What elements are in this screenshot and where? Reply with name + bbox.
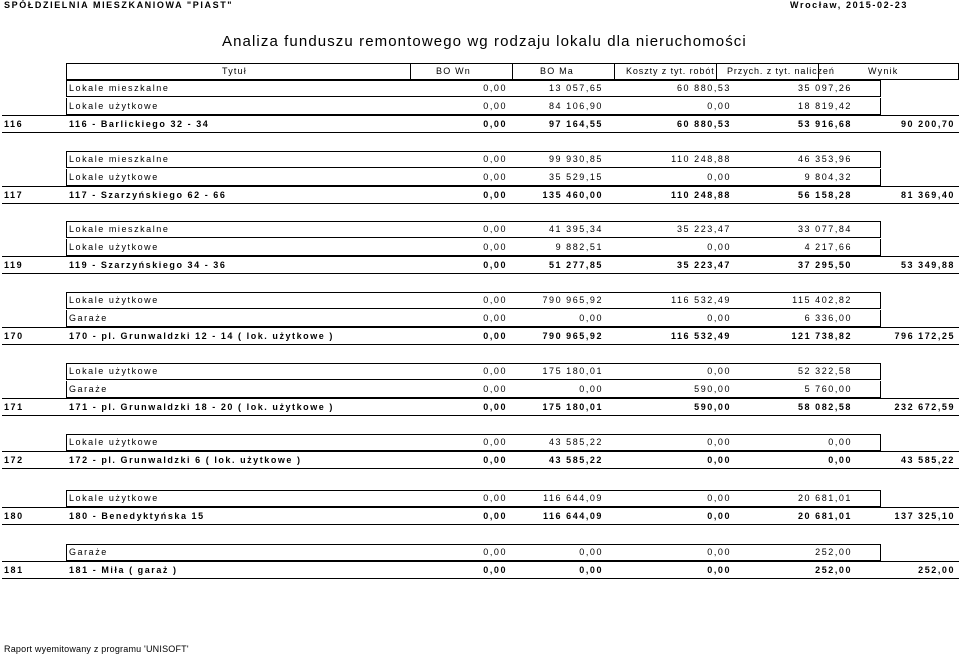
total-row-bottom-rule [2, 415, 959, 416]
total-bo-wn: 0,00 [483, 402, 507, 412]
detail-row-edge [880, 239, 881, 256]
report-title: Analiza funduszu remontowego wg rodzaju lokalu dla nieruchomości [222, 33, 747, 50]
property-code: 170 [4, 331, 24, 341]
detail-label: Lokale użytkowe [69, 242, 159, 252]
total-przych: 37 295,50 [798, 260, 852, 270]
detail-bo-wn: 0,00 [483, 242, 507, 252]
detail-label: Lokale mieszkalne [69, 83, 170, 93]
detail-bo-wn: 0,00 [483, 224, 507, 234]
detail-bo-wn: 0,00 [483, 493, 507, 503]
detail-label: Lokale użytkowe [69, 172, 159, 182]
detail-bo-ma: 0,00 [579, 313, 603, 323]
total-bo-ma: 175 180,01 [542, 402, 603, 412]
property-code: 116 [4, 119, 24, 129]
detail-koszty: 0,00 [707, 437, 731, 447]
detail-row-edge [880, 310, 881, 327]
detail-przych: 35 097,26 [798, 83, 852, 93]
total-bo-ma: 790 965,92 [542, 331, 603, 341]
header-divider-5 [716, 63, 717, 80]
detail-row-edge [880, 98, 881, 115]
total-bo-wn: 0,00 [483, 511, 507, 521]
total-bo-wn: 0,00 [483, 565, 507, 575]
detail-row-edge [66, 80, 67, 97]
property-name: 172 - pl. Grunwaldzki 6 ( lok. użytkowe ) [69, 455, 302, 465]
detail-row-edge [880, 490, 881, 507]
detail-row-edge [66, 292, 67, 309]
detail-row-edge [880, 221, 881, 238]
property-name: 117 - Szarzyńskiego 62 - 66 [69, 190, 227, 200]
total-row-bottom-rule [2, 344, 959, 345]
property-code: 171 [4, 402, 24, 412]
detail-row-edge [66, 239, 67, 256]
property-name: 116 - Barlickiego 32 - 34 [69, 119, 210, 129]
column-header-bo-ma: BO Ma [540, 66, 575, 76]
total-przych: 252,00 [815, 565, 852, 575]
detail-label: Garaże [69, 313, 108, 323]
property-code: 172 [4, 455, 24, 465]
detail-block-top-rule [66, 363, 880, 364]
detail-koszty: 0,00 [707, 493, 731, 503]
detail-block-top-rule [66, 544, 880, 545]
total-bo-ma: 51 277,85 [549, 260, 603, 270]
detail-block-top-rule [66, 292, 880, 293]
detail-bo-ma: 35 529,15 [549, 172, 603, 182]
detail-row-edge [880, 434, 881, 451]
property-name: 181 - Miła ( garaż ) [69, 565, 178, 575]
total-row-bottom-rule [2, 468, 959, 469]
total-wynik: 53 349,88 [901, 260, 955, 270]
detail-label: Lokale użytkowe [69, 295, 159, 305]
detail-row-edge [880, 363, 881, 380]
detail-block-top-rule [66, 80, 880, 81]
detail-block-top-rule [66, 151, 880, 152]
report-footer: Raport wyemitowany z programu 'UNISOFT' [4, 644, 189, 654]
detail-bo-wn: 0,00 [483, 295, 507, 305]
column-header-koszty: Koszty z tyt. robót [626, 66, 715, 76]
detail-przych: 252,00 [815, 547, 852, 557]
column-header-bo-wn: BO Wn [436, 66, 472, 76]
detail-row-edge [880, 381, 881, 398]
total-przych: 20 681,01 [798, 511, 852, 521]
detail-label: Lokale użytkowe [69, 101, 159, 111]
total-koszty: 35 223,47 [677, 260, 731, 270]
detail-bo-ma: 175 180,01 [542, 366, 603, 376]
detail-przych: 33 077,84 [798, 224, 852, 234]
detail-bo-wn: 0,00 [483, 437, 507, 447]
detail-przych: 18 819,42 [798, 101, 852, 111]
total-row-bottom-rule [2, 273, 959, 274]
detail-koszty: 0,00 [707, 101, 731, 111]
total-row-top-rule [2, 186, 959, 187]
detail-bo-wn: 0,00 [483, 83, 507, 93]
detail-row-edge [66, 434, 67, 451]
detail-row-edge [66, 151, 67, 168]
property-name: 180 - Benedyktyńska 15 [69, 511, 205, 521]
detail-przych: 9 804,32 [804, 172, 852, 182]
total-row-top-rule [2, 327, 959, 328]
total-row-bottom-rule [2, 578, 959, 579]
detail-koszty: 0,00 [707, 547, 731, 557]
total-bo-ma: 135 460,00 [542, 190, 603, 200]
detail-bo-ma: 0,00 [579, 384, 603, 394]
total-wynik: 232 672,59 [894, 402, 955, 412]
detail-przych: 46 353,96 [798, 154, 852, 164]
property-code: 117 [4, 190, 24, 200]
header-divider-7 [958, 63, 959, 80]
detail-row-edge [880, 80, 881, 97]
detail-koszty: 590,00 [694, 384, 731, 394]
detail-block-top-rule [66, 434, 880, 435]
detail-label: Lokale mieszkalne [69, 224, 170, 234]
column-header-tytul: Tytuł [222, 66, 248, 76]
total-bo-wn: 0,00 [483, 455, 507, 465]
total-wynik: 137 325,10 [894, 511, 955, 521]
total-koszty: 60 880,53 [677, 119, 731, 129]
detail-koszty: 0,00 [707, 172, 731, 182]
total-koszty: 590,00 [694, 402, 731, 412]
detail-bo-ma: 99 930,85 [549, 154, 603, 164]
detail-row-rule [66, 96, 880, 97]
property-code: 119 [4, 260, 24, 270]
detail-label: Lokale użytkowe [69, 437, 159, 447]
detail-bo-wn: 0,00 [483, 384, 507, 394]
total-row-top-rule [2, 451, 959, 452]
total-koszty: 0,00 [707, 455, 731, 465]
total-przych: 121 738,82 [791, 331, 852, 341]
detail-row-rule [66, 379, 880, 380]
total-bo-ma: 97 164,55 [549, 119, 603, 129]
total-bo-ma: 116 644,09 [542, 511, 603, 521]
total-koszty: 116 532,49 [670, 331, 731, 341]
total-koszty: 0,00 [707, 565, 731, 575]
total-przych: 53 916,68 [798, 119, 852, 129]
detail-label: Garaże [69, 384, 108, 394]
detail-przych: 6 336,00 [804, 313, 852, 323]
detail-label: Garaże [69, 547, 108, 557]
detail-bo-wn: 0,00 [483, 172, 507, 182]
detail-bo-ma: 13 057,65 [549, 83, 603, 93]
detail-przych: 0,00 [828, 437, 852, 447]
total-bo-wn: 0,00 [483, 190, 507, 200]
total-wynik: 796 172,25 [894, 331, 955, 341]
detail-label: Lokale użytkowe [69, 366, 159, 376]
total-row-top-rule [2, 398, 959, 399]
total-wynik: 81 369,40 [901, 190, 955, 200]
total-row-bottom-rule [2, 524, 959, 525]
total-koszty: 0,00 [707, 511, 731, 521]
detail-bo-wn: 0,00 [483, 366, 507, 376]
detail-koszty: 0,00 [707, 242, 731, 252]
total-bo-wn: 0,00 [483, 331, 507, 341]
total-row-bottom-rule [2, 203, 959, 204]
total-row-top-rule [2, 256, 959, 257]
detail-row-rule [66, 237, 880, 238]
detail-row-edge [66, 363, 67, 380]
detail-bo-ma: 0,00 [579, 547, 603, 557]
detail-bo-ma: 116 644,09 [543, 493, 603, 503]
detail-row-edge [66, 544, 67, 561]
detail-bo-wn: 0,00 [483, 313, 507, 323]
total-row-top-rule [2, 561, 959, 562]
detail-row-edge [880, 292, 881, 309]
detail-row-rule [66, 308, 880, 309]
property-code: 180 [4, 511, 24, 521]
total-wynik: 90 200,70 [901, 119, 955, 129]
organization-name: SPÓŁDZIELNIA MIESZKANIOWA "PIAST" [4, 0, 234, 10]
total-bo-wn: 0,00 [483, 260, 507, 270]
total-row-top-rule [2, 115, 959, 116]
detail-label: Lokale użytkowe [69, 493, 159, 503]
total-bo-wn: 0,00 [483, 119, 507, 129]
detail-row-edge [66, 221, 67, 238]
detail-koszty: 0,00 [707, 313, 731, 323]
detail-row-edge [66, 381, 67, 398]
header-divider-4 [614, 63, 615, 80]
detail-row-rule [66, 167, 880, 168]
property-name: 170 - pl. Grunwaldzki 12 - 14 ( lok. użytkowe ) [69, 331, 334, 341]
header-divider-3 [512, 63, 513, 80]
total-przych: 0,00 [828, 455, 852, 465]
total-koszty: 110 248,88 [670, 190, 731, 200]
column-header-przych: Przych. z tyt. naliczeń [727, 66, 835, 76]
total-bo-ma: 43 585,22 [549, 455, 603, 465]
total-row-bottom-rule [2, 132, 959, 133]
detail-bo-wn: 0,00 [483, 101, 507, 111]
detail-koszty: 60 880,53 [677, 83, 731, 93]
detail-przych: 52 322,58 [798, 366, 852, 376]
detail-bo-ma: 84 106,90 [549, 101, 603, 111]
detail-koszty: 35 223,47 [677, 224, 731, 234]
detail-bo-ma: 43 585,22 [549, 437, 603, 447]
detail-koszty: 0,00 [707, 366, 731, 376]
detail-row-edge [66, 98, 67, 115]
detail-bo-ma: 9 882,51 [555, 242, 603, 252]
detail-przych: 20 681,01 [798, 493, 852, 503]
detail-koszty: 110 248,88 [671, 154, 731, 164]
column-header-wynik: Wynik [868, 66, 899, 76]
header-divider-1 [66, 63, 67, 80]
report-place-date: Wrocław, 2015-02-23 [790, 0, 908, 10]
detail-bo-wn: 0,00 [483, 154, 507, 164]
detail-bo-ma: 790 965,92 [542, 295, 603, 305]
total-wynik: 252,00 [918, 565, 955, 575]
detail-bo-ma: 41 395,34 [549, 224, 603, 234]
detail-row-edge [880, 151, 881, 168]
property-name: 119 - Szarzyńskiego 34 - 36 [69, 260, 227, 270]
detail-row-edge [66, 310, 67, 327]
detail-bo-wn: 0,00 [483, 547, 507, 557]
detail-koszty: 116 532,49 [671, 295, 731, 305]
detail-przych: 4 217,66 [804, 242, 852, 252]
detail-row-edge [66, 490, 67, 507]
total-przych: 56 158,28 [798, 190, 852, 200]
detail-row-edge [880, 544, 881, 561]
total-bo-ma: 0,00 [579, 565, 603, 575]
detail-row-edge [66, 169, 67, 186]
detail-row-edge [880, 169, 881, 186]
detail-label: Lokale mieszkalne [69, 154, 170, 164]
header-divider-2 [410, 63, 411, 80]
detail-block-top-rule [66, 490, 880, 491]
property-name: 171 - pl. Grunwaldzki 18 - 20 ( lok. użytkowe ) [69, 402, 334, 412]
detail-block-top-rule [66, 221, 880, 222]
total-row-top-rule [2, 507, 959, 508]
property-code: 181 [4, 565, 24, 575]
detail-przych: 5 760,00 [804, 384, 852, 394]
detail-przych: 115 402,82 [792, 295, 852, 305]
total-wynik: 43 585,22 [901, 455, 955, 465]
total-przych: 58 082,58 [798, 402, 852, 412]
